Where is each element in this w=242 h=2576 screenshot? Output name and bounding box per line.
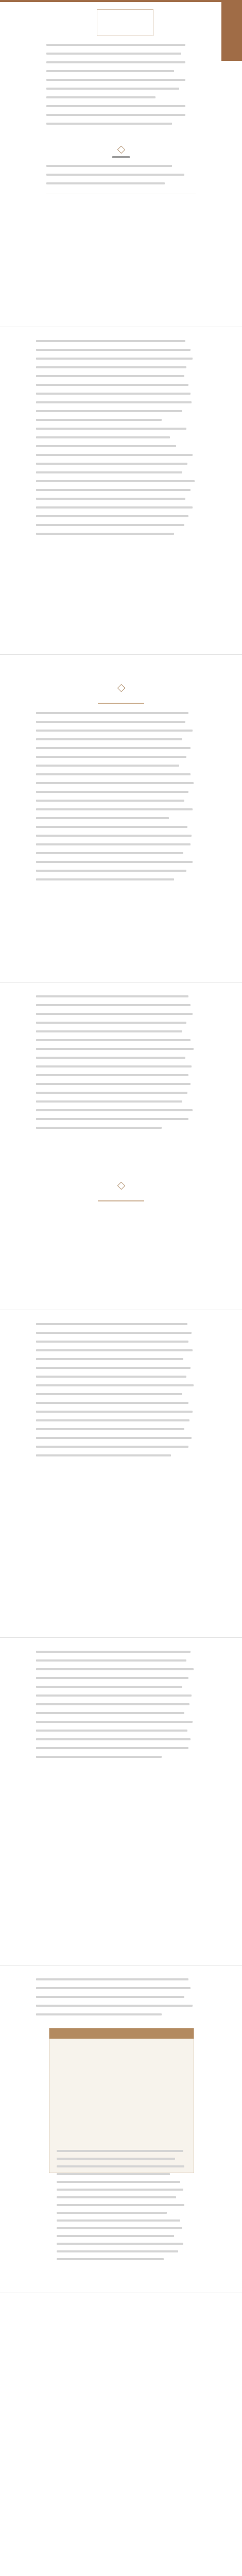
text-line bbox=[57, 2158, 175, 2160]
text-line bbox=[36, 1756, 162, 1758]
text-line bbox=[46, 79, 185, 81]
text-line bbox=[36, 1057, 185, 1059]
page bbox=[0, 328, 242, 655]
text-line bbox=[36, 852, 183, 854]
text-line bbox=[46, 165, 172, 167]
text-line bbox=[46, 105, 185, 107]
text-line bbox=[57, 2181, 180, 2183]
text-line bbox=[36, 1039, 191, 1041]
text-line bbox=[57, 2189, 183, 2191]
text-line bbox=[36, 1747, 188, 1749]
text-line bbox=[36, 878, 174, 880]
text-line bbox=[36, 1092, 187, 1094]
page bbox=[0, 983, 242, 1310]
text-line bbox=[57, 2150, 183, 2152]
text-line bbox=[36, 817, 169, 819]
text-line bbox=[36, 454, 193, 456]
text-line bbox=[36, 1004, 191, 1006]
text-line bbox=[46, 114, 185, 116]
text-line bbox=[36, 1659, 186, 1662]
text-line bbox=[36, 1987, 191, 1989]
text-line bbox=[36, 791, 188, 793]
text-line bbox=[36, 1978, 188, 1980]
text-line bbox=[36, 524, 184, 526]
text-line bbox=[46, 70, 174, 72]
text-line bbox=[36, 870, 186, 872]
page bbox=[0, 1638, 242, 1965]
text-line bbox=[36, 782, 194, 784]
text-line bbox=[46, 88, 179, 90]
text-line bbox=[36, 1703, 189, 1705]
diamond-icon bbox=[117, 684, 126, 692]
text-line bbox=[36, 515, 188, 517]
text-line bbox=[36, 1109, 193, 1111]
page bbox=[0, 1311, 242, 1638]
text-line bbox=[36, 1454, 171, 1456]
text-line bbox=[46, 182, 165, 184]
text-line bbox=[36, 1419, 189, 1421]
page bbox=[0, 2294, 242, 2576]
text-line bbox=[36, 393, 191, 395]
text-line bbox=[36, 765, 179, 767]
text-line bbox=[36, 533, 174, 535]
text-line bbox=[57, 2196, 176, 2198]
text-line bbox=[46, 174, 184, 176]
text-line bbox=[36, 340, 185, 342]
text-line bbox=[36, 375, 184, 377]
text-line bbox=[36, 428, 186, 430]
text-line bbox=[36, 1376, 186, 1378]
sidebar-box bbox=[49, 2028, 194, 2173]
text-line bbox=[57, 2212, 167, 2214]
text-line bbox=[36, 384, 188, 386]
text-line bbox=[36, 1446, 188, 1448]
text-line bbox=[36, 1083, 191, 1085]
text-line bbox=[46, 61, 185, 63]
text-line bbox=[36, 1428, 184, 1430]
text-line bbox=[36, 358, 193, 360]
text-line bbox=[36, 489, 191, 491]
text-line bbox=[36, 498, 185, 500]
text-line bbox=[36, 349, 191, 351]
text-line bbox=[36, 808, 193, 810]
text-line bbox=[57, 2219, 180, 2222]
text-line bbox=[36, 1030, 182, 1032]
text-line bbox=[36, 730, 193, 732]
text-line bbox=[36, 1118, 188, 1120]
section-rule bbox=[98, 703, 144, 704]
text-line bbox=[36, 1100, 182, 1103]
text-line bbox=[46, 123, 172, 125]
text-line bbox=[57, 2235, 174, 2237]
text-line bbox=[36, 1022, 186, 1024]
text-line bbox=[36, 480, 195, 482]
text-line bbox=[36, 2005, 193, 2007]
text-line bbox=[36, 773, 191, 775]
text-line bbox=[36, 410, 182, 412]
chapter-title-box bbox=[97, 9, 153, 36]
text-line bbox=[46, 96, 155, 98]
text-line bbox=[36, 1712, 184, 1714]
text-line bbox=[36, 1721, 193, 1723]
text-line bbox=[36, 1694, 192, 1697]
text-line bbox=[36, 1048, 194, 1050]
text-line bbox=[36, 1074, 188, 1076]
text-line bbox=[36, 747, 191, 749]
text-line bbox=[36, 1349, 193, 1351]
text-line bbox=[57, 2173, 170, 2175]
text-line bbox=[36, 1686, 182, 1688]
text-line bbox=[36, 1437, 192, 1439]
text-line bbox=[36, 1402, 188, 1404]
chapter-tab bbox=[221, 0, 242, 61]
text-line bbox=[36, 1127, 162, 1129]
text-line bbox=[57, 2258, 164, 2260]
text-line bbox=[46, 53, 181, 55]
text-line bbox=[36, 419, 162, 421]
text-line bbox=[36, 2013, 162, 2015]
diamond-icon bbox=[117, 146, 126, 154]
text-line bbox=[36, 1651, 191, 1653]
text-line bbox=[36, 756, 186, 758]
text-line bbox=[36, 401, 192, 403]
text-line bbox=[36, 1384, 194, 1386]
text-line bbox=[36, 738, 182, 740]
page bbox=[0, 1966, 242, 2293]
text-line bbox=[36, 1996, 184, 1998]
text-line bbox=[36, 1668, 194, 1670]
text-line bbox=[36, 1730, 187, 1732]
text-line bbox=[36, 1367, 191, 1369]
text-line bbox=[36, 843, 191, 845]
text-line bbox=[36, 800, 184, 802]
text-line bbox=[36, 445, 176, 447]
text-line bbox=[36, 506, 193, 509]
chapter-band bbox=[0, 0, 221, 2]
text-line bbox=[36, 835, 192, 837]
text-line bbox=[36, 721, 185, 723]
sidebar-title bbox=[49, 2028, 194, 2039]
text-line bbox=[36, 471, 182, 473]
text-line bbox=[36, 995, 188, 997]
text-line bbox=[36, 712, 188, 714]
text-line bbox=[57, 2204, 184, 2206]
text-line bbox=[36, 861, 193, 863]
text-line bbox=[36, 1065, 192, 1067]
text-line bbox=[57, 2165, 184, 2167]
section-rule bbox=[98, 1200, 144, 1201]
text-line bbox=[36, 1738, 191, 1740]
text-line bbox=[36, 1677, 188, 1679]
text-line bbox=[57, 2227, 182, 2229]
text-line bbox=[36, 1323, 187, 1325]
text-line bbox=[36, 436, 170, 438]
diamond-icon bbox=[117, 1182, 126, 1190]
text-line bbox=[57, 2250, 178, 2252]
text-line bbox=[36, 1393, 182, 1395]
text-line bbox=[57, 2243, 183, 2245]
text-line bbox=[46, 44, 185, 46]
text-line bbox=[36, 1341, 188, 1343]
text-line bbox=[36, 826, 187, 828]
text-line bbox=[36, 463, 187, 465]
text-line bbox=[36, 1013, 193, 1015]
text-line bbox=[36, 1358, 183, 1360]
text-line bbox=[36, 366, 186, 368]
page bbox=[0, 655, 242, 982]
section-heading-bar bbox=[112, 156, 130, 158]
text-line bbox=[36, 1332, 192, 1334]
text-line bbox=[36, 1411, 193, 1413]
page bbox=[0, 0, 242, 327]
